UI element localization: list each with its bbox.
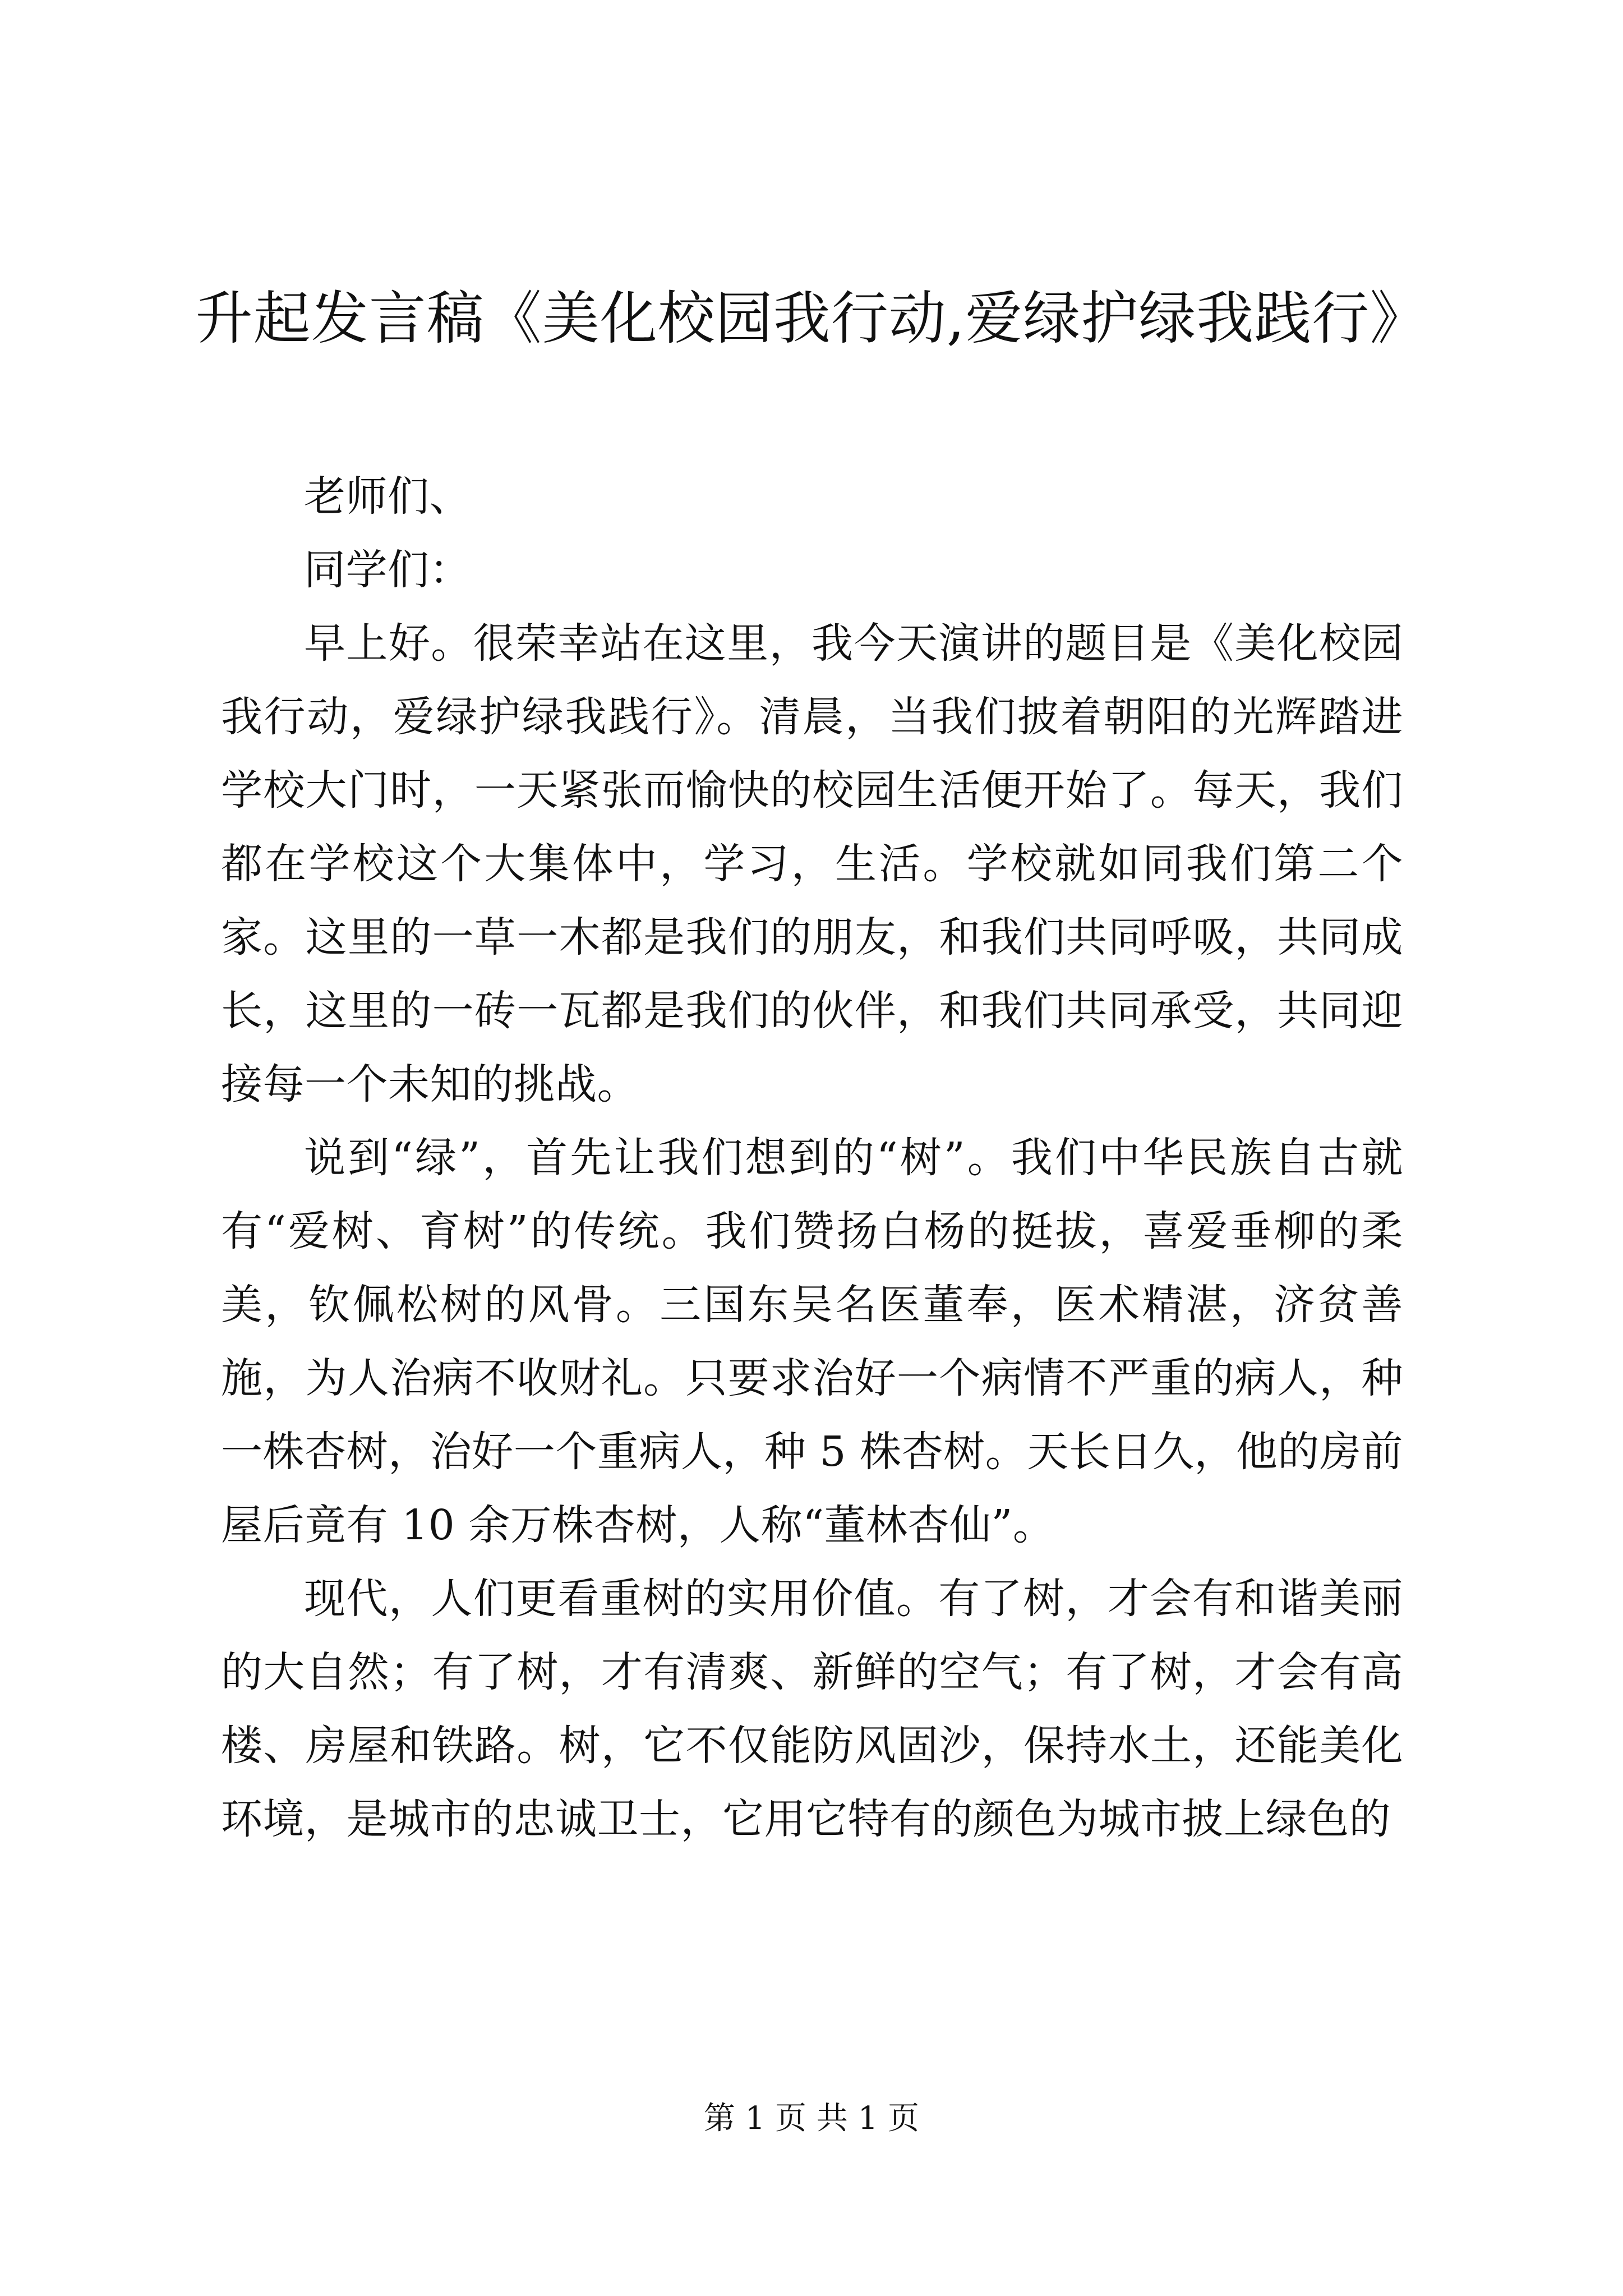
document-body bbox=[221, 460, 1403, 1856]
salutation-teachers: 老师们、 bbox=[304, 472, 471, 521]
paragraph-opening: 早上好。很荣幸站在这里，我今天演讲的题目是《美化校园我行动，爱绿护绿我践行》。清晨，当我们披着朝阳的光辉踏进学校大门时，一天紧张而愉快的校园生活便开始了。每天，我们都在学校这个大集体中，学习，生活。学校就如同我们第二个家。这里的一草一木都是我们的朋友，和我们共同呼吸，共同成长，这里的一砖一瓦都是我们的伙伴，和我们共同承受，共同迎接每一个未知的挑战。 bbox=[221, 619, 1403, 1108]
paragraph-trees-value: 现代，人们更看重树的实用价值。有了树，才会有和谐美丽的大自然；有了树，才有清爽、新鲜的空气；有了树，才会有高楼、房屋和铁路。树，它不仅能防风固沙，保持水土，还能美化环境，是城市的忠诚卫士，它用它特有的颜色为城市披上绿色的 bbox=[221, 1575, 1403, 1843]
salutation-students: 同学们： bbox=[304, 546, 471, 594]
document-title: 升起发言稿《美化校园我行动,爱绿护绿我践行》 bbox=[195, 286, 1428, 352]
paragraph-trees-tradition: 说到“绿”，首先让我们想到的“树”。我们中华民族自古就有“爱树、育树”的传统。我们赞扬白杨的挺拔，喜爱垂柳的柔美，钦佩松树的风骨。三国东吴名医董奉，医术精湛，济贫善施，为人治病不收财礼。只要求治好一个病情不严重的病人，种一株杏树，治好一个重病人，种 5 株杏树。天长日久，他的房前屋后竟有 10 余万株杏树，人称“董林杏仙”。 bbox=[221, 1134, 1403, 1549]
page-footer: 第 1 页 共 1 页 bbox=[703, 2100, 920, 2137]
